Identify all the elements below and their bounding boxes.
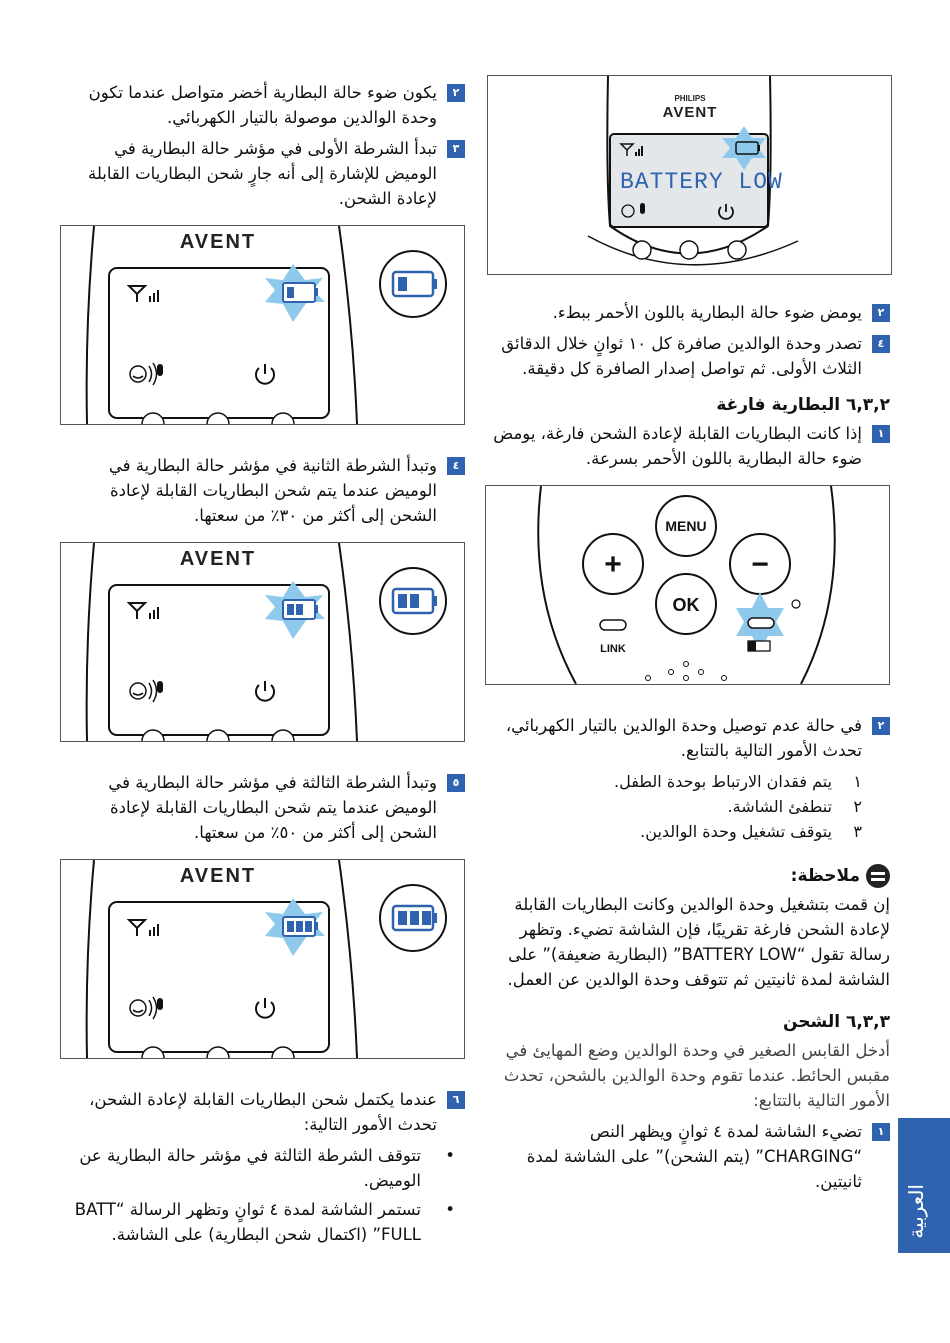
sub-number: ٣ bbox=[853, 822, 862, 841]
battery-bar bbox=[305, 921, 312, 932]
step-4-second-bar bbox=[60, 453, 465, 528]
sub-item bbox=[487, 794, 890, 819]
step-text: وتبدأ الشرطة الثانية في مؤشر حالة البطارية في الوميض عندما يتم شحن البطاريات القابلة لإعادة الشحن إلى أكثر من ٣٠٪ من سعتها. bbox=[108, 456, 437, 525]
step-2-unplugged bbox=[487, 713, 890, 763]
unit-buttons-illustration bbox=[486, 486, 889, 684]
sub-text: يتوقف تشغيل وحدة الوالدين. bbox=[640, 822, 832, 841]
bullet-text: تتوقف الشرطة الثالثة في مؤشر حالة البطارية عن الوميض. bbox=[79, 1146, 421, 1190]
unit-illustration-battery-low bbox=[488, 76, 891, 274]
step-3-first-bar bbox=[60, 136, 465, 211]
step-6-fully-charged bbox=[60, 1087, 465, 1137]
step-4-beep bbox=[487, 331, 890, 381]
section-heading-charging: ٦,٣,٣ الشحن bbox=[782, 1012, 890, 1032]
sub-number: ٢ bbox=[853, 797, 862, 816]
battery-bar bbox=[422, 911, 431, 925]
note-icon bbox=[866, 864, 890, 888]
battery-bar bbox=[410, 911, 419, 925]
step-text: يومض ضوء حالة البطارية باللون الأحمر ببطء. bbox=[552, 303, 862, 322]
sub-text: يتم فقدان الارتباط بوحدة الطفل. bbox=[614, 772, 832, 791]
lcd-message: BATTERY LOW bbox=[620, 169, 783, 195]
step-number: ٢ bbox=[872, 717, 890, 735]
step-text: يكون ضوء حالة البطارية أخضر متواصل عندما تكون وحدة الوالدين موصولة بالتيار الكهربائي. bbox=[88, 83, 437, 127]
sub-number: ١ bbox=[853, 772, 862, 791]
battery-bar bbox=[287, 921, 294, 932]
bullet-dot: • bbox=[445, 1146, 455, 1165]
step-number: ٤ bbox=[872, 335, 890, 353]
sub-text: تنطفئ الشاشة. bbox=[727, 797, 832, 816]
bullet-dot: • bbox=[445, 1200, 455, 1219]
battery-bar bbox=[296, 921, 303, 932]
left-column bbox=[60, 80, 465, 1251]
figure-battery-low bbox=[487, 75, 892, 275]
step-1-charging bbox=[487, 1119, 890, 1194]
language-tab bbox=[898, 1118, 950, 1253]
bullet-text: تستمر الشاشة لمدة ٤ ثوانٍ وتظهر الرسالة “BATT FULL” (اكتمال شحن البطارية) على الشاشة. bbox=[74, 1200, 421, 1244]
step-1-empty bbox=[487, 421, 890, 471]
step-number: ٣ bbox=[447, 140, 465, 158]
link-label: LINK bbox=[600, 643, 626, 655]
note-text: إن قمت بتشغيل وحدة الوالدين وكانت البطاريات القابلة لإعادة الشحن فارغة تقريبًا، فإن الشاشة تضيء. وتظهر رسالة تقول “BATTERY LOW” (البطارية ضعيفة)” على الشاشة لمدة ثانيتين ثم تتوقف وحدة الوالدين عن العمل. bbox=[507, 895, 890, 989]
step-number: ٢ bbox=[447, 84, 465, 102]
unit-illustration-three-bars bbox=[61, 860, 464, 1058]
battery-bar bbox=[398, 594, 407, 608]
brand-small: PHILIPS bbox=[674, 94, 706, 103]
step-2-red-slow bbox=[487, 300, 890, 325]
menu-label: MENU bbox=[665, 518, 707, 534]
step-text: تصدر وحدة الوالدين صافرة كل ١٠ ثوانٍ خلال الدقائق الثلاث الأولى. ثم تواصل إصدار الصافرة كل دقيقة. bbox=[501, 334, 862, 378]
step-number: ٢ bbox=[872, 304, 890, 322]
step-number: ١ bbox=[872, 425, 890, 443]
language-label: العربية bbox=[904, 1184, 928, 1239]
bullet-item bbox=[60, 1143, 465, 1193]
battery-bar bbox=[296, 604, 303, 615]
step-text: إذا كانت البطاريات القابلة لإعادة الشحن فارغة، يومض ضوء حالة البطارية باللون الأحمر بسرعة. bbox=[493, 424, 862, 468]
step-number: ٥ bbox=[447, 774, 465, 792]
note-header bbox=[487, 864, 890, 888]
unit-illustration-two-bars bbox=[61, 543, 464, 741]
unit-illustration-one-bar bbox=[61, 226, 464, 424]
step-number: ٦ bbox=[447, 1091, 465, 1109]
step-number: ٤ bbox=[447, 457, 465, 475]
plus-label: + bbox=[604, 548, 622, 581]
figure-three-bars bbox=[60, 859, 465, 1059]
step-number: ١ bbox=[872, 1123, 890, 1141]
battery-bar bbox=[287, 604, 294, 615]
battery-bar bbox=[287, 287, 294, 298]
section-heading-empty-battery: ٦,٣,٢ البطارية فارغة bbox=[716, 395, 890, 415]
step-5-third-bar bbox=[60, 770, 465, 845]
note-title: ملاحظة: bbox=[790, 866, 860, 886]
step-text: عندما يكتمل شحن البطاريات القابلة لإعادة الشحن، تحدث الأمور التالية: bbox=[89, 1090, 437, 1134]
figure-two-bars bbox=[60, 542, 465, 742]
charging-intro: أدخل القابس الصغير في وحدة الوالدين وضع المهايئ في مقبس الحائط. عندما تقوم وحدة الوالدين بالشحن، تحدث الأمور التالية بالتتابع: bbox=[503, 1041, 890, 1110]
brand-logo: AVENT bbox=[662, 104, 718, 121]
bullet-item bbox=[60, 1197, 465, 1247]
right-column bbox=[487, 300, 890, 1200]
battery-bar bbox=[410, 594, 419, 608]
minus-label: − bbox=[751, 548, 769, 581]
figure-one-bar bbox=[60, 225, 465, 425]
step-text: وتبدأ الشرطة الثالثة في مؤشر حالة البطارية في الوميض عندما يتم شحن البطاريات القابلة لإعادة الشحن إلى أكثر من ٥٠٪ من سعتها. bbox=[108, 773, 437, 842]
step-text: في حالة عدم توصيل وحدة الوالدين بالتيار الكهربائي، تحدث الأمور التالية بالتتابع. bbox=[505, 716, 862, 760]
battery-bar bbox=[398, 277, 407, 291]
sub-item bbox=[487, 819, 890, 844]
figure-buttons bbox=[485, 485, 890, 685]
sub-item bbox=[487, 769, 890, 794]
battery-bar bbox=[398, 911, 407, 925]
step-text: تبدأ الشرطة الأولى في مؤشر حالة البطارية في الوميض للإشارة إلى أنه جارٍ شحن البطاريات القابلة لإعادة الشحن. bbox=[88, 139, 437, 208]
step-text: تضيء الشاشة لمدة ٤ ثوانٍ ويظهر النص “CHARGING” (يتم الشحن)” على الشاشة لمدة ثانيتين. bbox=[526, 1122, 862, 1191]
step-2-green-light bbox=[60, 80, 465, 130]
ok-label: OK bbox=[672, 595, 700, 615]
